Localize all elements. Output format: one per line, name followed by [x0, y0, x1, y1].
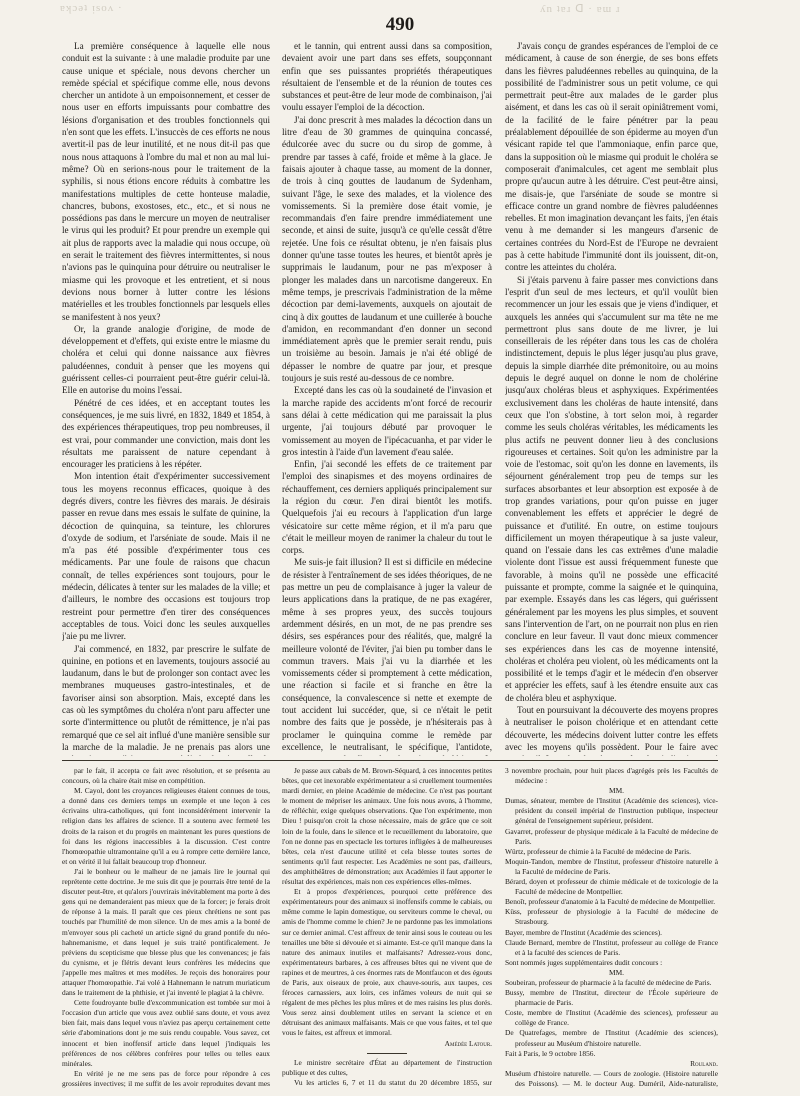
list-item: Dumas, sénateur, membre de l'Institut (Académie des sciences), vice-président du conseil impérial de l'instruction publique, inspecteur général de l'enseignement supérieur, président.: [505, 796, 718, 826]
paragraph: 3 novembre prochain, pour huit places d'agrégés près les Facultés de médecine :: [505, 766, 718, 786]
paragraph: Je passe aux cabals de M. Brown-Séquard, à ces innocentes petites bêtes, que cet inexorable expérimentateur a si cruellement tourmentées mardi dernier, en pleine Académie de médecine. Ce n'est pas pourtant le moment de mépriser les animaux. Une fois nous avons, à l'homme, de réfléchir, exige quelques observations. Que l'on expérimente, mon Dieu ! puisqu'on croit la chose nécessaire, mais de grâce que ce soit loin de la foule, dans le silence et le recueillement du laboratoire, que l'on ne donne pas en spectacle les tortures infligées à de malheureuses bêtes, cela n'est d'aucune utilité et cela blesse toutes sortes de sentiments qu'il faut respecter. Les Académies ne sont pas, d'ailleurs, des amphithéâtres de démonstration; aux Académies il faut apporter le résultat des expériences, mais non ces expériences elles-mêmes.: [282, 766, 492, 887]
feuilleton-column-3: [505, 766, 718, 1088]
feuilleton-column-1: [62, 766, 270, 1088]
paragraph: J'ai le bonheur ou le malheur de ne jamais lire le journal qui reprétente cette doctrine. Je me suis dit que je pourrais être tenté de la discuter peut-être, et qu'alors j'ouvrirais inévitablement ma porte à des gens qui ne demanderaient pas mieux que de la forcer; je ferais droit de réponse à la mais. Il paraît que ces pieux chrétiens ne sont pas touchés par l'humilité de mon silence. Un de mes amis a la bonté de m'envoyer sous pli cacheté un article signé du grand pontife du néo-hahnemanisme, et dans lequel je suis traité pontificalement. Je préviens du scepticisme que blesse plus que les convenances; je fais du cynisme, et je flétris devant leurs confrères les médecins que j'appelle mes maîtres et mes modèles. Je reçois des honoraires pour attaquer l'homœopathie. J'ai volé à Hahnemann le natrum muriaticum dans le traitement de la phthisie, et j'ai inventé le plagiat à la chèvre.: [62, 866, 270, 998]
paragraph: J'ai commencé, en 1832, par prescrire le sulfate de quinine, en potions et en lavements, toujours associé au laudanum, dans le but de prolonger son contact avec les membranes muqueuses gastro-intestinales, et de favoriser ainsi son absorption. Mais, excepté dans les cas où les symptômes du choléra n'ont paru affecter une sorte d'intermittence ou plutôt de rémittence, je n'ai pas remarqué que ce sel ait influé d'une manière sensible sur la marche de la maladie. Je ne prenais pas alors une: [62, 643, 270, 752]
list-item: Würtz, professeur de chimie à la Faculté de médecine de Paris.: [505, 846, 691, 856]
minister-signature: Rouland.: [690, 1058, 718, 1068]
list-item: Bérard, doyen et professeur de chimie médicale et de toxicologie de la Faculté de médecine de Montpellier.: [505, 877, 718, 897]
bleed-right-text: ʎn ʇɐɹ ᗡ · ɐɯ ɹ: [540, 3, 621, 15]
paragraph: M. Cayol, dont les croyances religieuses étaient connues de tous, a donné dans ces derniers temps un exemple et une leçon à ces écrivains ultra-catholiques, qui font inconsidérément intervenir la religion dans les affaires de science. Il a soutenu avec fermeté les droits de la raison et du progrès en maintenant les pures questions de foi dans les régions inaccessibles à la discussion. C'est contre l'homœopathie ultramontaine qu'il a eu à rompre cette dernière lance, et on vérité il lui fallait beaucoup trop d'honneur.: [62, 786, 270, 866]
article-column-1: [62, 40, 270, 756]
paragraph: Me suis-je fait illusion? Il est si difficile en médecine de résister à l'entraînement de ses idées théoriques, de ne pas mettre un peu de complaisance à juger la valeur de leurs applications dans la pratique, de ne pas exagérer, même à ses propres yeux, des succès toujours ardemment désirés, en un mot, de ne pas prendre ses désirs, ses espérances pour des réalités, que, malgré la meilleure volonté de l'éviter, j'ai bien pu tomber dans le commun travers. Mais j'ai vu la diarrhée et les vomissements céder si promptement à cette médication, une réaction si facile et si franche en être la conséquence, la convalescence si nette et exempte de tout accident lui succéder, que, si ce n'était le petit nombre des faits que je possède, je n'hésiterais pas à proclamer le quinquina comme le remède par excellence, le neutralisant, le spécifique, l'antidote,: [282, 557, 492, 752]
list-item: Sont nommés juges supplémentaires dudit concours :: [505, 957, 663, 967]
paragraph: Le ministre secrétaire d'État au département de l'instruction publique et des cultes,: [282, 1057, 492, 1077]
paragraph: J'ai donc prescrit à mes malades la décoction dans un litre d'eau de 30 grammes de quinquina concassé, édulcorée avec du sucre ou du sirop de gomme, à prendre par tasses à café, froide et même à la glace. Je faisais ajouter à chaque tasse, au moment de la donner, de trois à cinq gouttes de laudanum de Sydenham, suivant l'âge, le sexe des malades, et la violence des vomissements. Si la première dose était vomie, je recommandais d'en faire prendre immédiatement une seconde, et ainsi de suite, jusqu'à ce qu'elle cessât d'être rejetée. Une fois ce résultat obtenu, je n'en faisais plus donner qu'une tasse toutes les heures, et bientôt après je supprimais le laudanum, pour ne pas m'exposer à plonger les malades dans un narcotisme dangereux. En même temps, je prescrivais l'administration de la même décoction par demi-lavements, auxquels on ajoutait de cinq à dix gouttes de laudanum et une cuillerée à bouche d'amidon, en recommandant d'en donner un second immédiatement après que le premier serait rendu, puis un troisième au besoin. Jamais je n'ai été obligé de dépasser le nombre de quatre par jour, et presque toujours je suis resté au-dessous de ce nombre.: [282, 114, 492, 384]
list-item: De Quatrefages, membre de l'Institut (Académie des sciences), professeur au Muséum d'histoire naturelle.: [505, 1028, 718, 1048]
paragraph: Et à propos d'expériences, pourquoi cette préférence des expérimentateurs pour des animaux si inoffensifs comme le cabiais, ou même comme le lapin domestique, ou serviteurs comme le cheval, ou amis de l'homme comme le chien? Je ne pardonne pas les immolations sur ce dernier animal. C'est affreux de tenir ainsi sous le couteau ou les tenailles une bête si dévouée et si aimante. Est-ce qu'il manque dans la nature des animaux inutiles et malfaisants? Adressez-vous donc, expérimentateurs barbares, à ces affreuses bêtes qui ne vivent que de rapines et de meurtres, à ces énormes rats de Montfaucon et des égouts de Paris, aux oiseaux de proie, aux chauve-souris, aux taupes, ces féroces carnassiers, aux loirs, ces infâmes voleurs de nuit qui se régalent de mes pêches les plus mûres et de mes raisins les plus dorés. Vous serez ainsi doublement utiles en servant la science et en détruisant des animaux malfaisants. Mais ce que vous faites, et tel que vous le faites, est affreux et immoral.: [282, 887, 492, 1038]
paragraph: et le tannin, qui entrent aussi dans sa composition, devaient avoir une part dans ses effets, soupçonnant enfin que ses puissantes propriétés thérapeutiques résultaient de l'ensemble et de la réunion de toutes ces substances et peut-être de leur mode de combinaison, j'ai voulu essayer l'emploi de la décoction.: [282, 41, 492, 113]
paragraph: Enfin, j'ai secondé les effets de ce traitement par l'emploi des sinapismes et des moyens ordinaires de réchauffement, ces derniers appliqués principalement sur la région du cœur. J'en dirai bientôt les motifs. Quelquefois j'ai eu recours à l'application d'un large vésicatoire sur cette même région, et il m'a paru que c'était le meilleur moyen de ranimer la chaleur du tout le corps.: [282, 459, 492, 556]
paragraph: Excepté dans les cas où la soudaineté de l'invasion et la marche rapide des accidents m'ont forcé de recourir sans délai à cette médication qui me paraissait la plus urgente, j'ai toujours débuté par provoquer le vomissement au moyen de l'ipécacuanha, et par vider le gros intestin à l'aide d'un lavement d'eau salée.: [282, 385, 492, 457]
article-column-3: [505, 40, 718, 756]
paragraph: J'avais conçu de grandes espérances de l'emploi de ce médicament, à cause de son énergie, de ses bons effets dans les fièvres paludéennes rebelles au quinquina, de la possibilité de l'administrer sous un petit volume, ce qui permettrait peut-être aux malades de le garder plus aisément, et dans les cas où il serait opiniâtrement vomi, de la facilité de le faire pénétrer par la peau préalablement dépouillée de son épiderme au moyen d'un vésicant rapide tel que l'ammoniaque, enfin parce que, dans la supposition où le miasme qui produit le choléra se composerait d'animalcules, cet agent me semblait plus propre qu'aucun autre à les détruire. C'est peut-être ainsi, me disais-je, que l'arséniate de soude se montre si efficace contre un grand nombre de fièvres paludéennes rebelles. Et mon imagination devançant les faits, j'en étais venu à me demander si les mangeurs d'arsenic de certaines contrées du Nord-Est de l'Europe ne devraient pas à cette habitude l'immunité dont ils jouissent, dit-on, contre les atteintes du choléra.: [505, 41, 718, 273]
author-signature: Amédée Latour.: [444, 1038, 492, 1048]
list-item: Soubeiran, professeur de pharmacie à la faculté de médecine de Paris.: [505, 977, 712, 987]
list-heading: MM.: [609, 967, 624, 977]
paragraph: Fait à Paris, le 9 octobre 1856.: [505, 1048, 596, 1058]
paragraph: par le fait, il accepta ce fait avec résolution, et se présenta au concours, où la chaire était mise en compétition.: [62, 766, 270, 786]
list-item: Coste, membre de l'Institut (Académie des sciences), professeur au collège de France.: [505, 1008, 718, 1028]
paragraph: Si j'étais parvenu à faire passer mes convictions dans l'esprit d'un seul de mes lecteurs, et qu'il voulût bien recommencer un jour les essais que je viens d'indiquer, et auxquels les années qui s'accumulent sur ma tête ne me permettront plus sans doute de me livrer, je lui conseillerais de les répéter dans tous les cas de choléra indistinctement, depuis le plus léger jusqu'au plus grave, depuis la simple diarrhée dite prémonitoire, ou au moins depuis le degré auquel on donne le nom de cholérine jusqu'aux choléras bleus et asphyxiques. Expérimentées exclusivement dans les choléras de haute intensité, dans ceux que l'on s'obstine, à tort selon moi, à regarder comme les seuls choléras véritables, les médicaments les plus actifs ne peuvent donner lieu à des conclusions rigoureuses et certaines. Soit qu'on les administre par la voie de l'estomac, soit qu'on les donne en lavements, ils séjournent généralement trop peu de temps sur les surfaces absorbantes et leur absorption est exposée à de trop grandes variations, pour qu'on puisse en juger convenablement les effets et apprécier le degré de puissance et d'utilité. En outre, on estime toujours difficilement un moyen thérapeutique à sa juste valeur, quand on l'essaie dans les cas extrêmes d'une maladie violente dont l'issue est aussi fréquemment funeste que favorable, à moins qu'il ne possède une efficacité puissante et prompte, comme la saignée et le quinquina, par exemple. Essayés dans les cas légers, qui guérissent généralement par les moyens les plus simples, et souvent sans l'intervention de l'art, on ne pourrait non plus en rien conclure en leur faveur. Il vaut donc mieux commencer ses expériences dans les cas de moyenne intensité, choléras et choléra peu violent, où les médicaments ont la possibilité et le temps d'agir et le médecin d'en observer et apprécier les effets, sauf à les étendre ensuite aux cas de choléra bleu et asphyxique.: [505, 274, 718, 703]
list-item: Bayer, membre de l'Institut (Académie des sciences).: [505, 927, 663, 937]
list-item: Bussy, membre de l'Institut, directeur de l'École supérieure de pharmacie de Paris.: [505, 988, 718, 1008]
article-column-2: [282, 40, 492, 756]
paragraph: Pénétré de ces idées, et en acceptant toutes les conséquences, je me suis livré, en 1832, 1849 et 1854, à des expériences thérapeutiques, trop peu nombreuses, il est vrai, pour commander une conviction, mais dont les résultats me paraissent de nature cependant à encourager les praticiens à les répéter.: [62, 397, 270, 470]
list-item: Claude Bernard, membre de l'Institut, professeur au collège de France et à la faculté des sciences de Paris.: [505, 937, 718, 957]
list-item: Gavarret, professeur de physique médicale à la Faculté de médecine de Paris.: [505, 826, 718, 846]
feuilleton-divider: [62, 760, 718, 761]
paragraph: Cette foudroyante bulle d'excommunication est tombée sur moi à l'occasion d'un article que vous avez oublié sans doute, et vous avez bien fait, mais dans lequel vous n'aviez pas aperçu certainement cette série d'abominations dont je me suis rendu coupable. Vous savez, cet innocent et bien inoffensif article dans lequel j'indiquais les préférences de nos célèbres confrères pour telles ou telles eaux minérales.: [62, 998, 270, 1068]
list-heading: MM.: [609, 786, 624, 796]
bleed-left-text: ɐʞɔǝʇ ᴉsoʌ ·: [60, 2, 123, 14]
list-item: Moquin-Tandon, membre de l'Institut, professeur d'histoire naturelle à la Faculté de médecine de Paris.: [505, 856, 718, 876]
paragraph: Tout en poursuivant la découverte des moyens propres à neutraliser le poison cholérique et en attendant cette découverte, les médecins doivent lutter contre les effets avec les moyens qu'ils possèdent. Pour le faire avec: [505, 705, 718, 752]
feuilleton-column-2: [282, 766, 492, 1088]
section-divider: [367, 1053, 407, 1054]
paragraph: La première conséquence à laquelle elle nous conduit est la suivante : à une maladie produite par une cause unique et spéciale, nous devons chercher un remède spécial et spécifique comme elle, nous devons chercher un antidote à un empoisonnement, et cesser de nous user en efforts impuissants pour combattre des lésions d'organisation et des troubles fonctionnels qui n'en sont que les effets. L'insuccès de ces efforts ne nous avertit-il pas de leur inutilité, et ne nous dit-il pas que nous nous attaquons à l'ombre du mal et non au mal lui-même? Où en serions-nous pour le traitement de la syphilis, si nous étions encore réduits à combattre les manifestations multiples de cette honteuse maladie, chancres, bubons, exostoses, etc., etc., et si nous ne possédions pas dans le mercure un moyen de neutraliser le virus qui les produit? Et pour prendre un exemple qui ait plus de rapports avec la maladie qui nous occupe, où en serait le traitement des fièvres intermittentes, si nous n'avions pas le quinquina pour détruire ou neutraliser le miasme qui les provoque et les entretient, et si nous devions nous borner à lutter contre les lésions matérielles et les troubles fonctionnels par lesquels elles se manifestent à nos yeux?: [62, 41, 270, 322]
paragraph: Or, la grande analogie d'origine, de mode de développement et d'effets, qui existe entre le miasme du choléra et celui qui donne naissance aux fièvres paludéennes, conduit à penser que les moyens qui guérissent celles-ci pourraient peut-être guérir celui-là. Elle en autorise du moins l'essai.: [62, 323, 270, 396]
list-item: Benoît, professeur d'anatomie à la Faculté de médecine de Montpellier.: [505, 897, 716, 907]
list-item: Küss, professeur de physiologie à la Faculté de médecine de Strasbourg.: [505, 907, 718, 927]
paragraph: Muséum d'histoire naturelle. — Cours de zoologie. (Histoire naturelle des Poissons). — M. le docteur Aug. Duméril, Aide-naturaliste,: [505, 1068, 718, 1088]
paragraph: En vérité je ne me sens pas de force pour répondre à ces grossières invectives; il me suffit de les avoir reproduites devant mes: [62, 1068, 270, 1088]
paragraph: Mon intention était d'expérimenter successivement tous les moyens reconnus efficaces, quoique à des degrés divers, contre les fièvres des marais. Je désirais passer en revue dans mes essais le sulfate de quinine, la décoction de quinquina, sa teinture, les chlorures d'oxyde de sodium, et l'arséniate de soude. Mais il ne m'a pas été possible d'expérimenter tous ces médicaments. Par une foule de raisons que chacun connaît, de telles expériences sont toujours, pour le médecin, délicates à tenter sur les malades de la ville; et d'ailleurs, le nombre des occasions est toujours trop restreint pour permettre d'en tirer des conséquences acceptables de tous. Voici donc les seules auxquelles j'aie pu me livrer.: [62, 471, 270, 642]
paragraph: Vu les articles 6, 7 et 11 du statut du 20 décembre 1855, sur: [294, 1077, 492, 1087]
page-number: 490: [385, 14, 415, 35]
